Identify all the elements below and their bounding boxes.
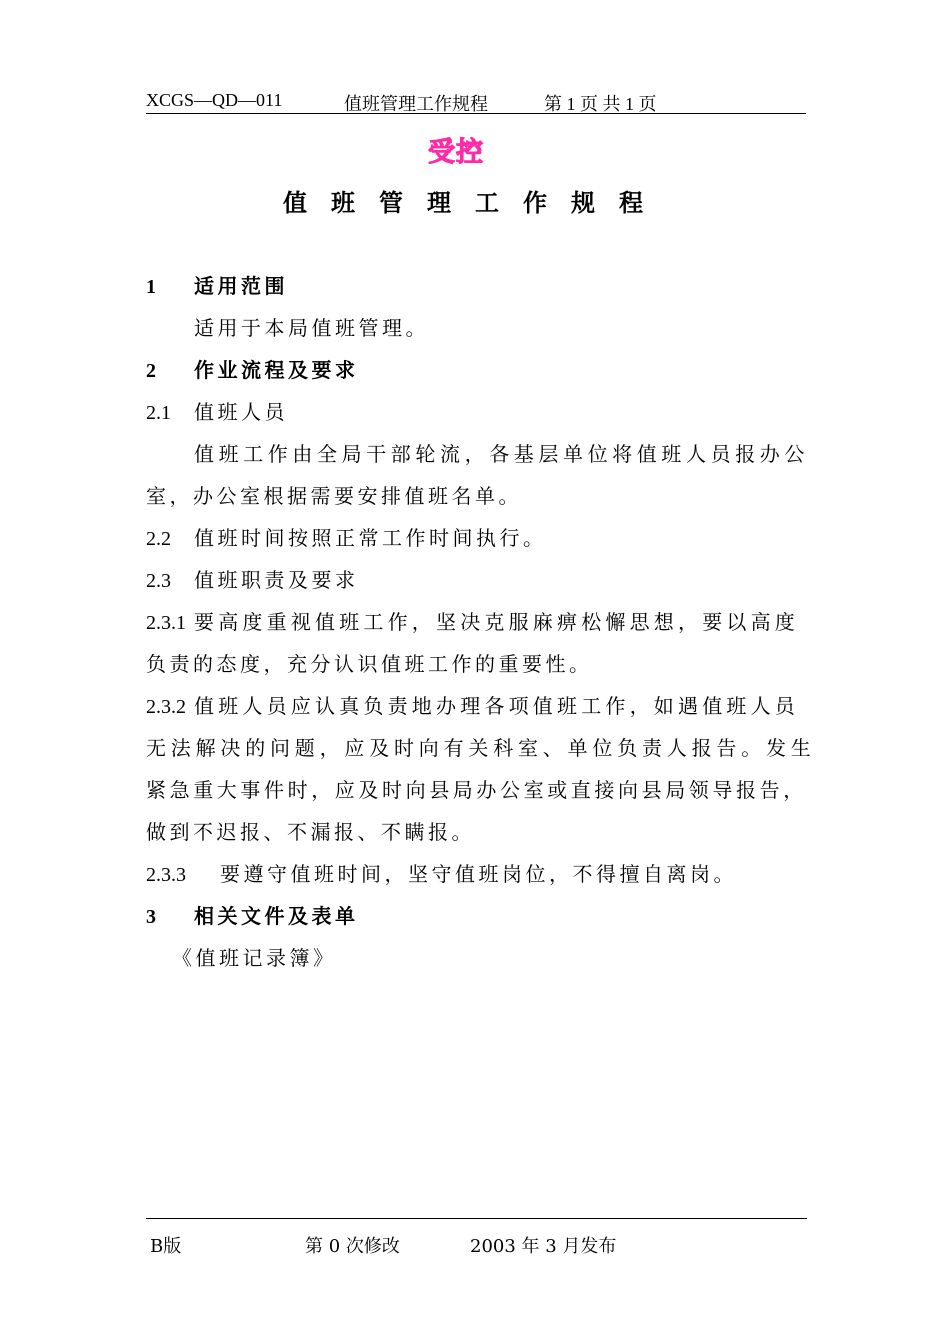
section-number: 2.2 bbox=[146, 528, 171, 550]
section-text: 要遵守值班时间，坚守值班岗位，不得擅自离岗。 bbox=[220, 862, 737, 886]
section-text: 要高度重视值班工作，坚决克服麻痹松懈思想，要以高度 bbox=[194, 610, 799, 634]
section-heading: 作业流程及要求 bbox=[194, 358, 359, 382]
section-1-body: 适用于本局值班管理。 bbox=[194, 316, 429, 340]
section-2-heading-line bbox=[146, 354, 359, 383]
section-number: 2.1 bbox=[146, 402, 171, 424]
section-number: 2 bbox=[146, 360, 156, 382]
section-heading: 相关文件及表单 bbox=[194, 904, 359, 928]
section-2-3-1-line-2: 负责的态度，充分认识值班工作的重要性。 bbox=[146, 652, 593, 676]
section-2-3-2-line-2: 无法解决的问题，应及时向有关科室、单位负责人报告。发生 bbox=[146, 736, 816, 760]
section-number: 2.3 bbox=[146, 570, 171, 592]
section-text: 值班时间按照正常工作时间执行。 bbox=[194, 526, 547, 550]
page-number: 第 1 页 共 1 页 bbox=[544, 94, 657, 114]
section-2-1-heading-line bbox=[146, 396, 288, 425]
section-2-3-3-line bbox=[146, 858, 737, 887]
controlled-stamp: 受控 bbox=[428, 137, 484, 168]
section-number: 2.3.2 bbox=[146, 696, 186, 718]
section-text: 值班人员应认真负责地办理各项值班工作，如遇值班人员 bbox=[194, 694, 799, 718]
section-2-3-2-line-1 bbox=[146, 690, 799, 719]
section-2-3-2-line-3: 紧急重大事件时，应及时向县局办公室或直接向县局领导报告， bbox=[146, 778, 807, 802]
section-1-heading-line bbox=[146, 270, 288, 299]
section-3-heading-line bbox=[146, 900, 359, 929]
page-header bbox=[146, 86, 806, 114]
section-number: 3 bbox=[146, 906, 156, 928]
section-heading: 值班职责及要求 bbox=[194, 568, 359, 592]
section-number: 2.3.1 bbox=[146, 612, 186, 634]
section-number: 2.3.3 bbox=[146, 864, 186, 886]
section-heading: 适用范围 bbox=[194, 274, 288, 298]
related-form-title: 《值班记录簿》 bbox=[172, 946, 337, 970]
section-2-3-2-line-4: 做到不迟报、不漏报、不瞒报。 bbox=[146, 820, 475, 844]
section-2-3-heading-line bbox=[146, 564, 359, 593]
section-2-2-line bbox=[146, 522, 547, 551]
page-title: 值班管理工作规程 bbox=[283, 188, 667, 217]
footer-release-date: 2003 年 3 月发布 bbox=[470, 1236, 617, 1257]
section-number: 1 bbox=[146, 276, 156, 298]
document-code: XCGS—QD—011 bbox=[146, 90, 283, 110]
footer-version: B版 bbox=[150, 1236, 182, 1257]
footer-revision: 第 0 次修改 bbox=[305, 1236, 400, 1257]
section-2-3-1-line-1 bbox=[146, 606, 799, 635]
section-heading: 值班人员 bbox=[194, 400, 288, 424]
document-name: 值班管理工作规程 bbox=[344, 94, 488, 114]
section-2-1-body-line-2: 室，办公室根据需要安排值班名单。 bbox=[146, 484, 522, 508]
footer-divider bbox=[146, 1218, 807, 1219]
header-divider bbox=[146, 113, 806, 114]
section-2-1-body-line-1: 值班工作由全局干部轮流，各基层单位将值班人员报办公 bbox=[194, 442, 809, 466]
